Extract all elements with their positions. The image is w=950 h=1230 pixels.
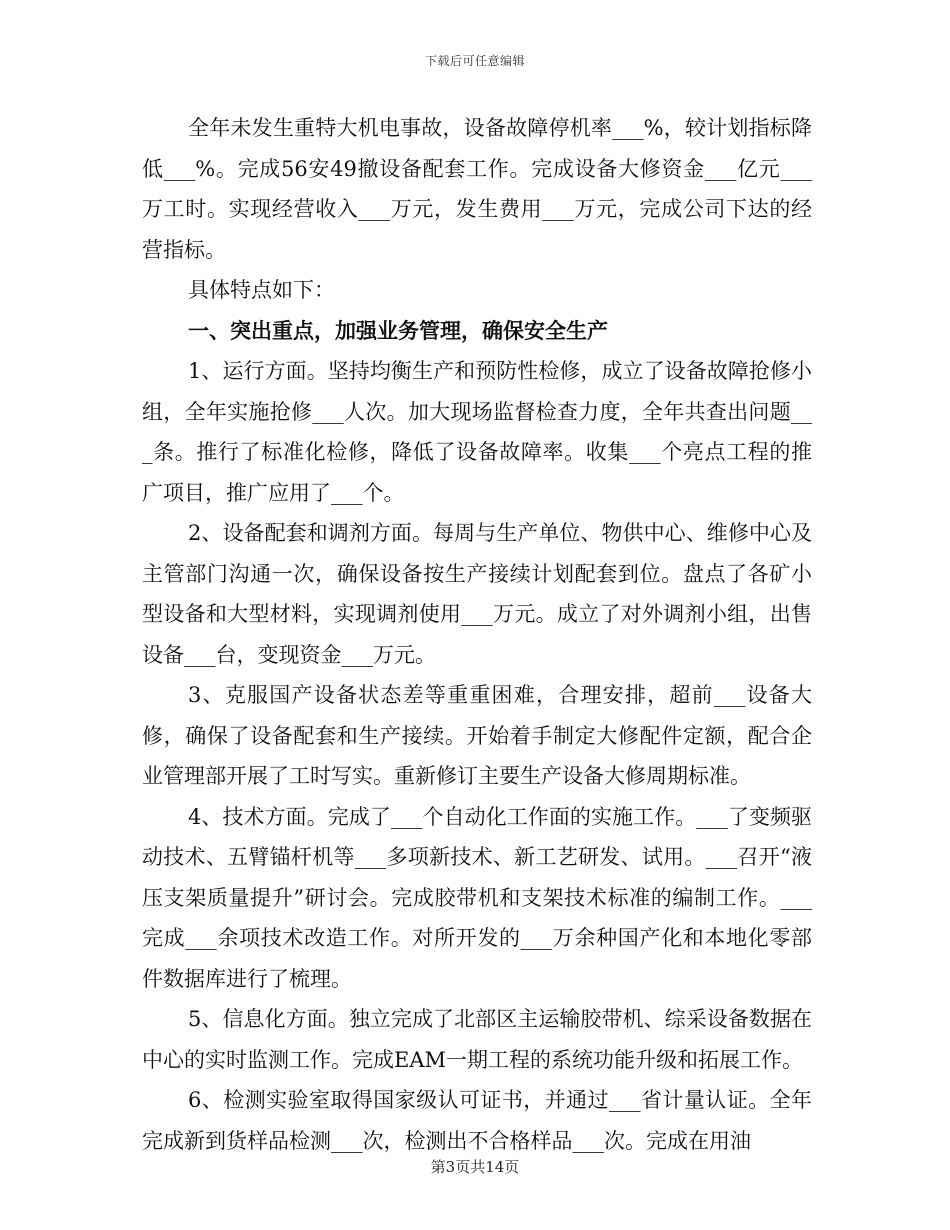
page-header: 下载后可任意编辑 (424, 54, 525, 68)
page-footer: 第3页共14页 (430, 1158, 520, 1176)
paragraph-item-1: 1、运行方面。坚持均衡生产和预防性检修，成立了设备故障抢修小组，全年实施抢修___人次。加大现场监督检查力度，全年共查出问题___条。推行了标准化检修，降低了设备故障率。收集___个亮点工程的推广项目，推广应用了___个。 (142, 359, 812, 505)
paragraph-item-4: 4、技术方面。完成了___个自动化工作面的实施工作。___了变频驱动技术、五臂锚杆机等___多项新技术、新工艺研发、试用。___召开“液压支架质量提升”研讨会。完成胶带机和支架技术标准的编制工作。___完成___余项技术改造工作。对所开发的___万余种国产化和本地化零部件数据库进行了梳理。 (142, 804, 812, 991)
document-body (142, 108, 812, 1161)
section-heading: 一、突出重点，加强业务管理，确保安全生产 (188, 317, 608, 343)
paragraph-summary: 全年未发生重特大机电事故，设备故障停机率___%，较计划指标降低___%。完成56安49撤设备配套工作。完成设备大修资金___亿元___万工时。实现经营收入___万元，发生费用___万元，完成公司下达的经营指标。 (142, 116, 812, 262)
paragraph-intro: 具体特点如下： (188, 278, 335, 302)
paragraph-item-5: 5、信息化方面。独立完成了北部区主运输胶带机、综采设备数据在中心的实时监测工作。完成EAM一期工程的系统功能升级和拓展工作。 (142, 1007, 812, 1072)
paragraph-item-6: 6、检测实验室取得国家级认可证书，并通过___省计量认证。全年完成新到货样品检测___次，检测出不合格样品___次。完成在用油 (142, 1088, 812, 1153)
paragraph-item-3: 3、克服国产设备状态差等重重困难，合理安排，超前___设备大修，确保了设备配套和生产接续。开始着手制定大修配件定额，配合企业管理部开展了工时写实。重新修订主要生产设备大修周期标准。 (142, 683, 812, 788)
paragraph-item-2: 2、设备配套和调剂方面。每周与生产单位、物供中心、维修中心及主管部门沟通一次，确保设备按生产接续计划配套到位。盘点了各矿小型设备和大型材料，实现调剂使用___万元。成立了对外调剂小组，出售设备___台，变现资金___万元。 (142, 521, 812, 667)
